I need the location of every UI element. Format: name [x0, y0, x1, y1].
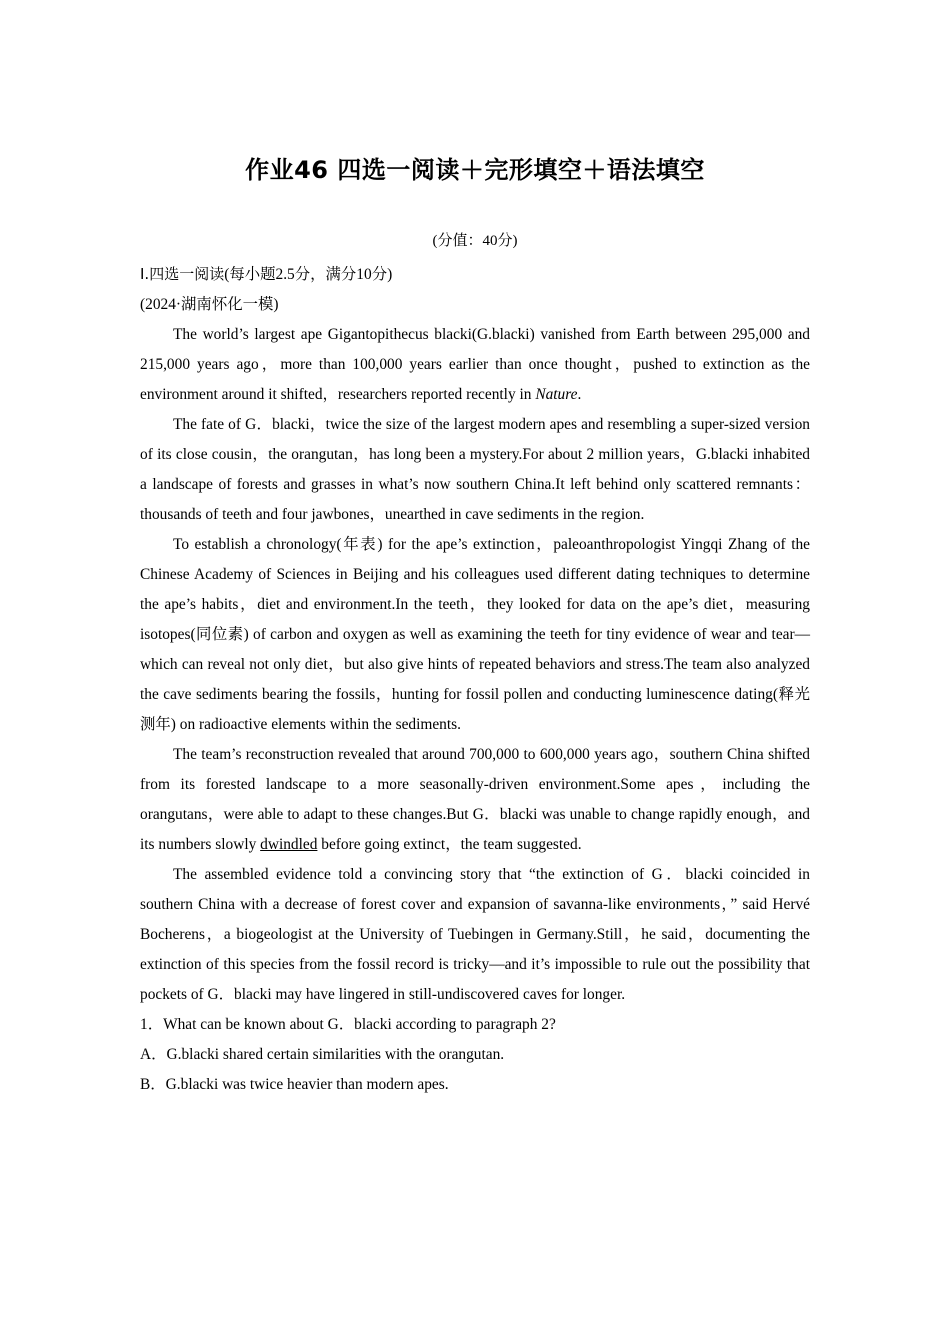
underlined-word: dwindled [260, 836, 318, 853]
score-note: (分值：40分) [432, 233, 518, 249]
paragraph-4-end: before going extinct，the team suggested. [317, 836, 582, 853]
passage-paragraph-3: To establish a chronology(年表) for the ape’s extinction，paleoanthropologist Yingqi Zhang of the Chinese Academy of Sciences in Beijing and his colleagues used different dating techniques to determine the ape’s habits，diet and environment.In the teeth，they looked for data on the ape’s diet，measuring isotopes(同位素) of carbon and oxygen as well as examining the teeth for tiny evidence of wear and tear—which can reveal not only diet，but also give hints of repeated behaviors and stress.The team also analyzed the cave sediments bearing the fossils，hunting for fossil pollen and conducting luminescence dating(释光测年) on radioactive elements within the sediments. [140, 536, 810, 733]
paragraph-1-text: The world’s largest ape Gigantopithecus blacki(G.blacki) vanished from Earth between 295,000 and 215,000 years ago，more than 100,000 years earlier than once thought，pushed to extinction as the environment around it shifted，researchers reported recently in [140, 326, 810, 403]
source-note: (2024·湖南怀化一模) [140, 296, 279, 313]
journal-name: Nature [535, 386, 578, 403]
section-heading [140, 259, 810, 290]
section-heading-rest: (每小题2.5分，满分10分) [224, 266, 393, 283]
page-title: 作业46 四选一阅读＋完形填空＋语法填空 [245, 156, 705, 184]
document-body [140, 259, 810, 1100]
paragraph-4-text: The team’s reconstruction revealed that around 700,000 to 600,000 years ago，southern China shifted from its forested landscape to a more seasonally-driven environment.Some apes，including the orangutans，were able to adapt to these changes.But G．blacki was unable to change rapidly enough，and its numbers slowly [140, 746, 810, 853]
passage-paragraph-4 [140, 740, 810, 860]
paragraph-1-end: . [577, 386, 582, 403]
section-heading-roman: Ⅰ.四选一阅读 [140, 265, 225, 283]
question-1-stem: 1．What can be known about G．blacki according to paragraph 2? [140, 1016, 556, 1033]
passage-paragraph-5: The assembled evidence told a convincing story that “the extinction of G．blacki coincided in southern China with a decrease of forest cover and expansion of savanna-like environments，” said Hervé Bocherens，a biogeologist at the University of Tuebingen in Germany.Still，he said，documenting the extinction of this species from the fossil record is tricky—and it’s impossible to rule out the possibility that pockets of G．blacki may have lingered in still-undiscovered caves for longer. [140, 866, 810, 1003]
question-1-option-a: A．G.blacki shared certain similarities with the orangutan. [140, 1046, 505, 1063]
passage-paragraph-2: The fate of G．blacki，twice the size of the largest modern apes and resembling a super-sized version of its close cousin，the orangutan，has long been a mystery.For about 2 million years，G.blacki inhabited a landscape of forests and grasses in what’s now southern China.It left behind only scattered remnants：thousands of teeth and four jawbones，unearthed in cave sediments in the region. [140, 416, 810, 523]
passage-paragraph-1 [140, 320, 810, 410]
question-1-option-b: B．G.blacki was twice heavier than modern apes. [140, 1076, 449, 1093]
